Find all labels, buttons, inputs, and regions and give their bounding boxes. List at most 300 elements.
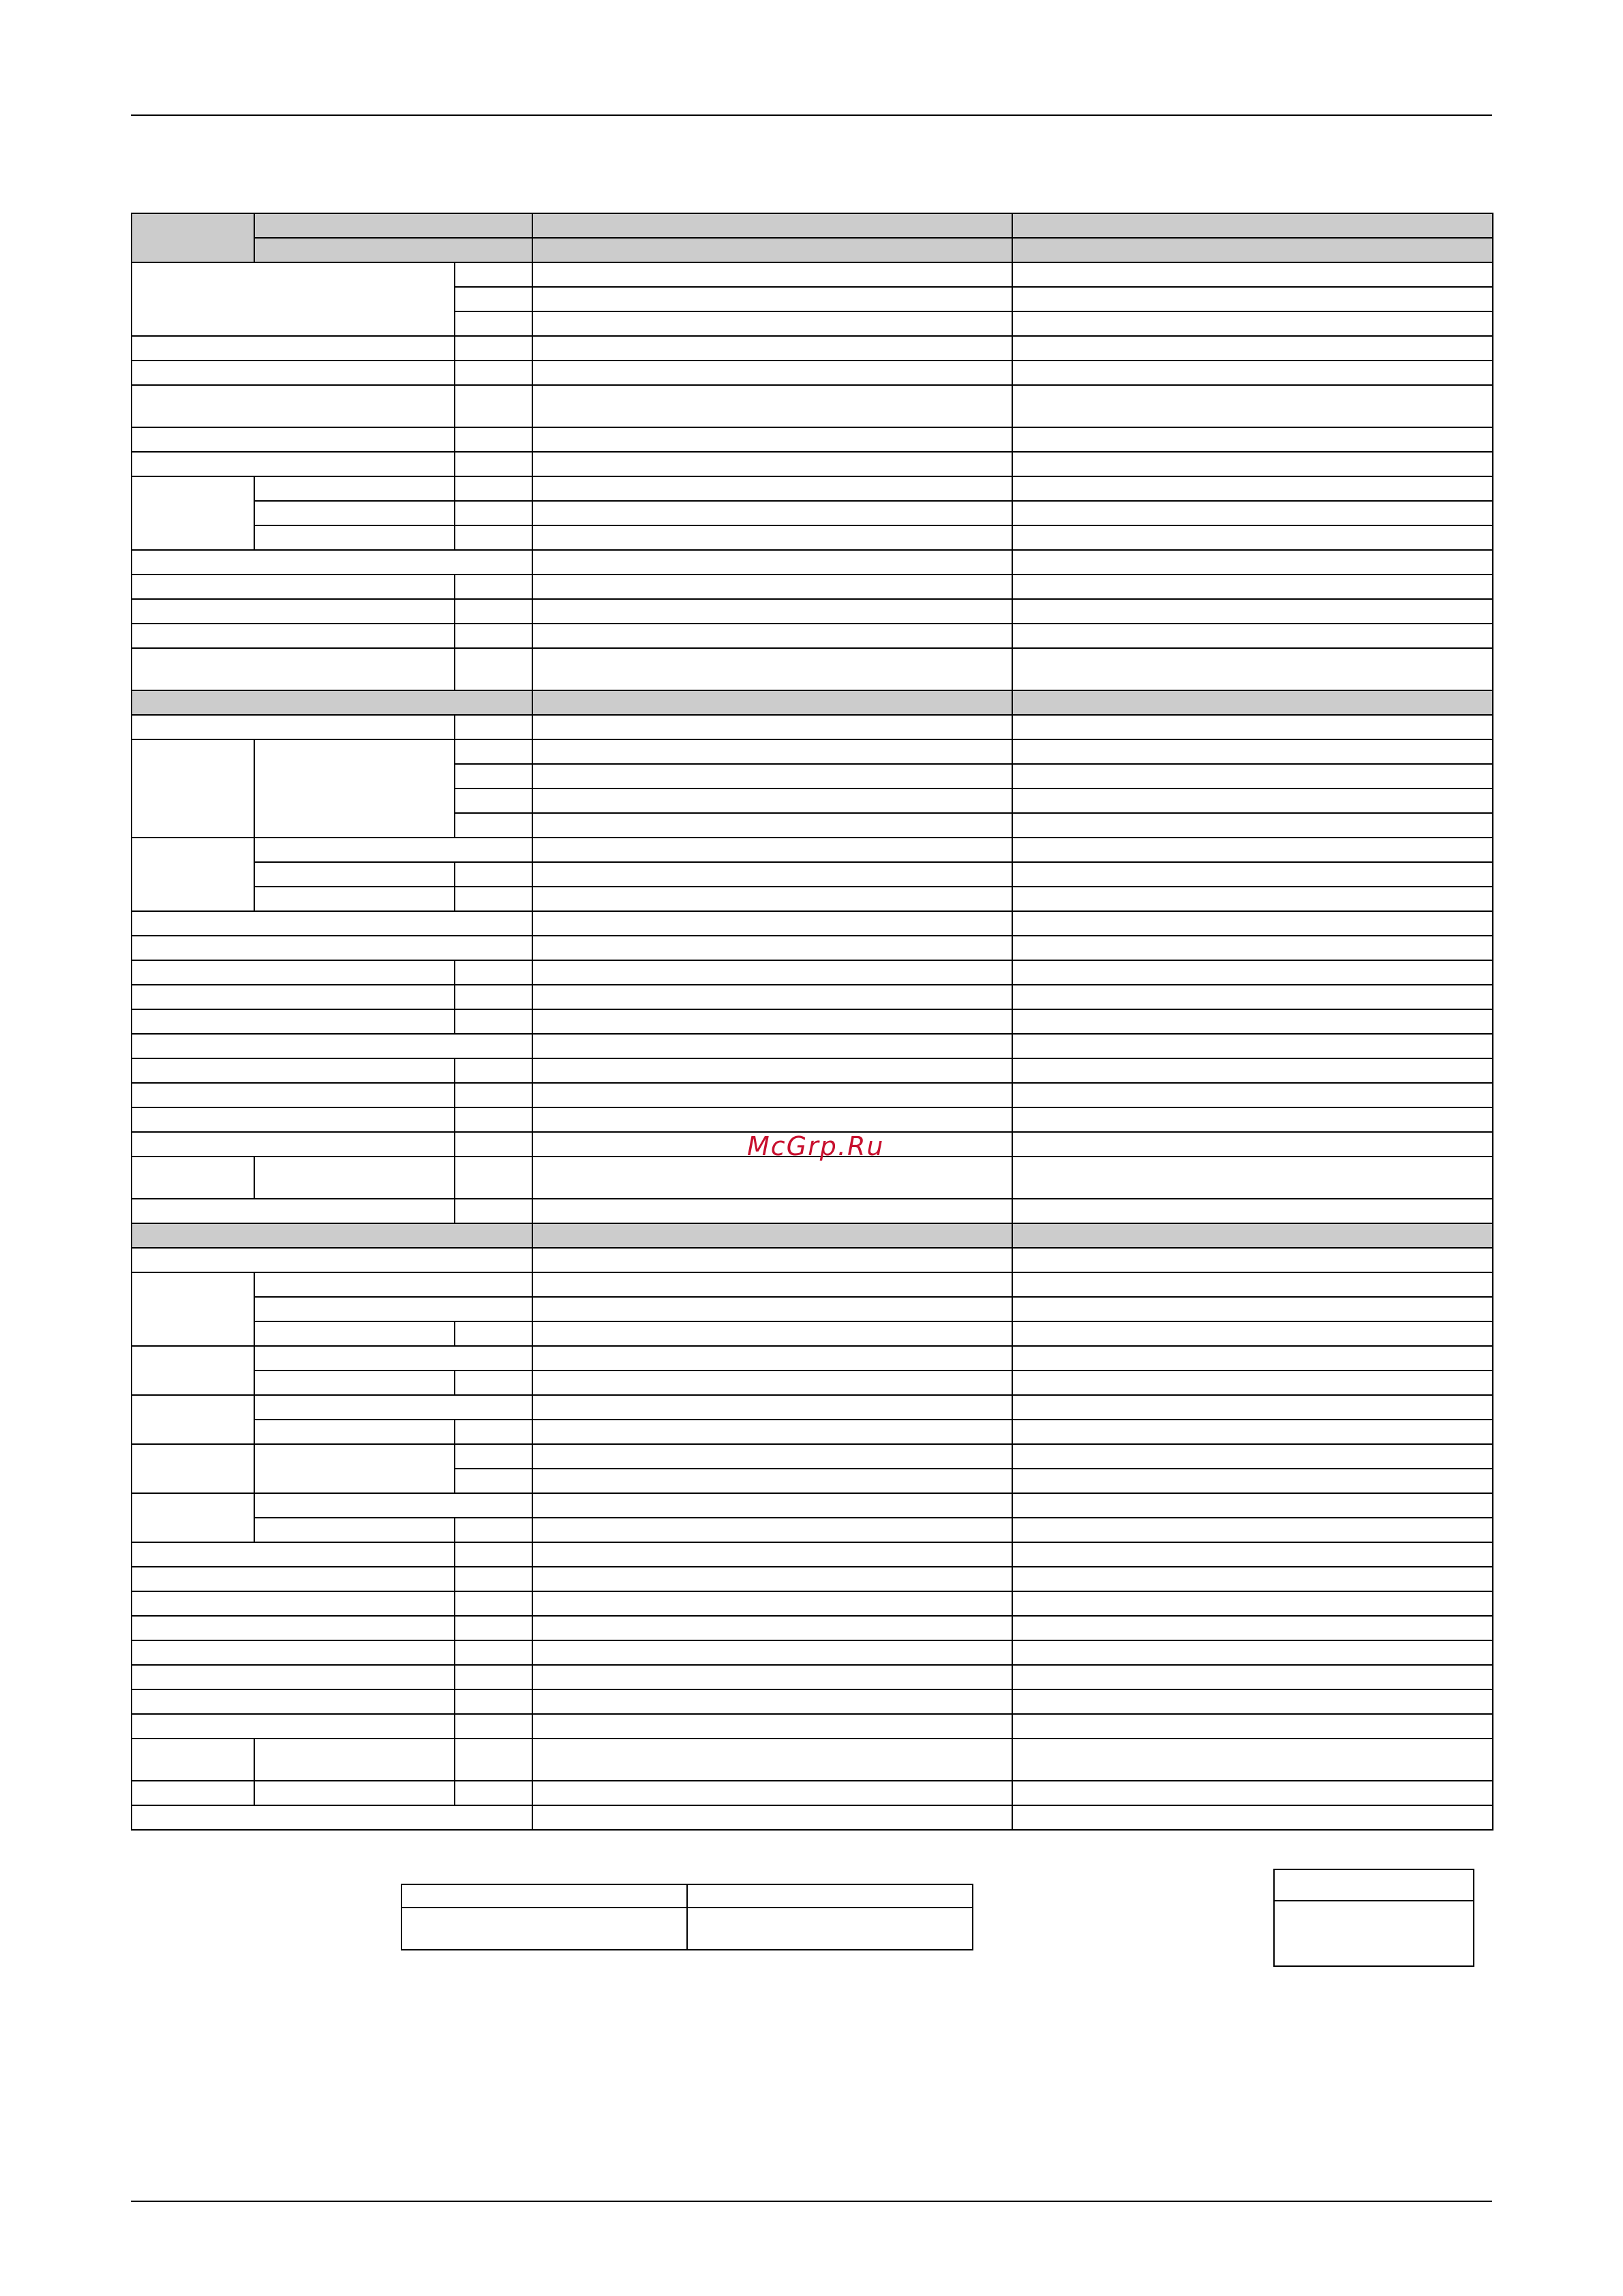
table-cell — [532, 1542, 1012, 1567]
table-cell — [455, 1739, 532, 1781]
table-cell — [132, 1591, 455, 1616]
table-cell — [532, 911, 1012, 936]
table-cell — [455, 262, 532, 287]
table-cell — [532, 501, 1012, 525]
table-row — [1274, 1901, 1474, 1966]
table-cell — [1012, 960, 1493, 985]
table-row — [401, 1908, 973, 1950]
table-cell — [132, 1248, 532, 1272]
table-cell — [455, 1591, 532, 1616]
table-cell — [132, 1567, 455, 1591]
table-cell — [1012, 1616, 1493, 1640]
table-cell — [1012, 1493, 1493, 1518]
table-cell — [532, 887, 1012, 911]
table-cell — [132, 336, 455, 361]
table-cell — [455, 361, 532, 385]
table-cell — [532, 262, 1012, 287]
table-cell — [132, 427, 455, 452]
table-cell — [455, 1542, 532, 1567]
table-cell — [455, 575, 532, 599]
table-cell — [1012, 1567, 1493, 1591]
table-row — [132, 1107, 1493, 1132]
table-cell — [254, 838, 532, 862]
table-cell — [132, 715, 455, 739]
table-cell — [1012, 452, 1493, 476]
table-cell — [132, 1805, 532, 1830]
table-cell — [455, 764, 532, 789]
table-row — [1274, 1869, 1474, 1901]
table-cell — [532, 1493, 1012, 1518]
table-cell — [532, 1591, 1012, 1616]
table-cell — [455, 1321, 532, 1346]
table-cell — [132, 1199, 455, 1223]
table-cell — [132, 985, 455, 1009]
table-row — [132, 385, 1493, 427]
table-row — [132, 862, 1493, 887]
table-header-row — [132, 238, 1493, 262]
table-cell — [132, 1689, 455, 1714]
table-cell — [1274, 1869, 1474, 1901]
table-cell — [455, 1009, 532, 1034]
table-cell — [254, 1395, 532, 1420]
table-cell — [455, 648, 532, 690]
table-row — [132, 452, 1493, 476]
table-cell — [532, 1083, 1012, 1107]
table-cell — [1012, 1591, 1493, 1616]
table-cell — [532, 1107, 1012, 1132]
table-cell — [455, 1157, 532, 1199]
table-cell — [532, 1444, 1012, 1469]
table-cell — [254, 1781, 455, 1805]
table-row — [132, 887, 1493, 911]
table-cell — [687, 1884, 973, 1908]
table-cell — [455, 1083, 532, 1107]
header-cell — [1012, 213, 1493, 238]
table-cell — [1012, 624, 1493, 648]
table-cell — [455, 1420, 532, 1444]
table-cell — [1012, 1714, 1493, 1739]
table-cell — [532, 789, 1012, 813]
table-cell — [532, 1248, 1012, 1272]
table-cell — [1012, 336, 1493, 361]
table-row — [132, 361, 1493, 385]
table-cell — [532, 1371, 1012, 1395]
table-cell — [254, 1297, 532, 1321]
table-cell — [1012, 1420, 1493, 1444]
table-row — [132, 739, 1493, 764]
table-cell — [532, 599, 1012, 624]
table-row — [132, 1567, 1493, 1591]
table-cell — [532, 1420, 1012, 1444]
table-cell — [132, 624, 455, 648]
table-cell — [455, 1518, 532, 1542]
table-cell — [132, 1542, 455, 1567]
table-cell — [1012, 813, 1493, 838]
table-cell — [132, 1781, 254, 1805]
table-cell — [254, 1739, 455, 1781]
table-cell — [1012, 1739, 1493, 1781]
table-row — [132, 936, 1493, 960]
table-cell — [532, 1689, 1012, 1714]
table-cell — [1012, 1157, 1493, 1199]
table-cell — [1012, 887, 1493, 911]
table-cell — [1012, 1199, 1493, 1223]
table-cell — [132, 1616, 455, 1640]
table-row — [132, 1542, 1493, 1567]
table-cell — [1012, 1009, 1493, 1034]
header-cell — [254, 238, 532, 262]
table-row — [132, 1297, 1493, 1321]
table-cell — [532, 648, 1012, 690]
table-cell — [455, 1132, 532, 1157]
specification-table — [131, 213, 1493, 1831]
table-cell — [254, 476, 455, 501]
table-cell — [455, 476, 532, 501]
marking-box — [1273, 1869, 1474, 1967]
table-cell — [132, 648, 455, 690]
table-cell — [532, 1739, 1012, 1781]
table-cell — [455, 813, 532, 838]
table-cell — [455, 287, 532, 311]
table-cell — [254, 1518, 455, 1542]
table-cell — [532, 1223, 1012, 1248]
table-row — [132, 575, 1493, 599]
table-cell — [1012, 1272, 1493, 1297]
table-cell — [254, 1346, 532, 1371]
table-cell — [532, 1199, 1012, 1223]
table-row — [132, 525, 1493, 550]
table-row — [132, 1009, 1493, 1034]
table-cell — [132, 550, 532, 575]
table-row — [132, 1083, 1493, 1107]
table-cell — [132, 1272, 254, 1346]
table-cell — [1012, 911, 1493, 936]
table-cell — [532, 1297, 1012, 1321]
table-cell — [532, 624, 1012, 648]
table-cell — [132, 1157, 254, 1199]
table-cell — [532, 862, 1012, 887]
table-row — [132, 1248, 1493, 1272]
table-cell — [455, 1781, 532, 1805]
table-cell — [1012, 550, 1493, 575]
table-row — [132, 1034, 1493, 1058]
table-cell — [532, 1781, 1012, 1805]
table-cell — [532, 1640, 1012, 1665]
table-cell — [132, 1395, 254, 1444]
table-cell — [532, 1469, 1012, 1493]
table-cell — [1012, 1781, 1493, 1805]
header-cell — [1012, 238, 1493, 262]
table-cell — [132, 1665, 455, 1689]
table-cell — [1012, 838, 1493, 862]
table-row — [132, 911, 1493, 936]
table-cell — [1012, 311, 1493, 336]
table-cell — [1012, 1223, 1493, 1248]
header-cell — [132, 213, 254, 262]
table-row — [132, 648, 1493, 690]
table-cell — [532, 1518, 1012, 1542]
table-cell — [132, 1714, 455, 1739]
table-cell — [132, 1034, 532, 1058]
table-cell — [532, 1058, 1012, 1083]
table-cell — [254, 1321, 455, 1346]
table-cell — [532, 838, 1012, 862]
table-cell — [401, 1908, 687, 1950]
table-cell — [401, 1884, 687, 1908]
table-cell — [132, 1223, 532, 1248]
table-cell — [1012, 936, 1493, 960]
table-cell — [455, 1058, 532, 1083]
table-cell — [132, 1107, 455, 1132]
table-cell — [1012, 1689, 1493, 1714]
table-cell — [532, 985, 1012, 1009]
table-cell — [532, 1157, 1012, 1199]
table-cell — [1012, 287, 1493, 311]
table-cell — [455, 1689, 532, 1714]
table-row — [132, 599, 1493, 624]
table-cell — [1012, 1805, 1493, 1830]
footer-rule — [131, 2201, 1492, 2202]
table-cell — [532, 1805, 1012, 1830]
table-row — [132, 1640, 1493, 1665]
table-cell — [1012, 1248, 1493, 1272]
table-cell — [532, 936, 1012, 960]
table-row — [132, 624, 1493, 648]
footnote-table — [401, 1884, 973, 1950]
table-cell — [1012, 1083, 1493, 1107]
table-cell — [1012, 648, 1493, 690]
table-cell — [1012, 361, 1493, 385]
table-cell — [132, 599, 455, 624]
table-cell — [254, 739, 455, 838]
table-cell — [532, 1665, 1012, 1689]
table-cell — [455, 1444, 532, 1469]
table-row — [132, 838, 1493, 862]
table-row — [132, 1616, 1493, 1640]
watermark: McGrp.Ru — [747, 1131, 885, 1161]
table-cell — [455, 624, 532, 648]
table-cell — [132, 1640, 455, 1665]
table-cell — [532, 476, 1012, 501]
table-cell — [455, 862, 532, 887]
table-cell — [532, 575, 1012, 599]
table-cell — [455, 385, 532, 427]
table-cell — [455, 311, 532, 336]
table-row — [132, 1371, 1493, 1395]
table-cell — [1012, 1346, 1493, 1371]
table-cell — [532, 1272, 1012, 1297]
table-cell — [1012, 1518, 1493, 1542]
table-cell — [455, 985, 532, 1009]
table-cell — [1012, 1132, 1493, 1157]
table-cell — [132, 911, 532, 936]
table-row — [132, 1420, 1493, 1444]
table-cell — [254, 1444, 455, 1493]
table-cell — [455, 452, 532, 476]
table-cell — [132, 476, 254, 550]
table-row — [132, 1591, 1493, 1616]
table-cell — [532, 385, 1012, 427]
table-cell — [1012, 1640, 1493, 1665]
table-cell — [132, 960, 455, 985]
header-cell — [254, 213, 532, 238]
table-cell — [132, 1493, 254, 1542]
table-cell — [687, 1908, 973, 1950]
table-cell — [455, 599, 532, 624]
table-cell — [532, 715, 1012, 739]
table-cell — [1012, 575, 1493, 599]
table-row — [132, 985, 1493, 1009]
table-cell — [1012, 1444, 1493, 1469]
table-row — [132, 1444, 1493, 1469]
table-cell — [254, 1493, 532, 1518]
table-cell — [1012, 789, 1493, 813]
table-cell — [132, 575, 455, 599]
table-cell — [532, 287, 1012, 311]
table-cell — [132, 1739, 254, 1781]
table-cell — [532, 1395, 1012, 1420]
table-cell — [132, 1058, 455, 1083]
table-cell — [1012, 385, 1493, 427]
table-row — [132, 550, 1493, 575]
table-cell — [1012, 1469, 1493, 1493]
table-cell — [455, 1665, 532, 1689]
table-cell — [1274, 1901, 1474, 1966]
table-row — [132, 1199, 1493, 1223]
table-cell — [254, 1420, 455, 1444]
table-cell — [455, 1616, 532, 1640]
table-row — [132, 1665, 1493, 1689]
table-cell — [1012, 262, 1493, 287]
table-cell — [132, 1132, 455, 1157]
table-cell — [532, 764, 1012, 789]
table-cell — [532, 690, 1012, 715]
table-cell — [132, 1009, 455, 1034]
table-row — [132, 501, 1493, 525]
table-cell — [532, 1714, 1012, 1739]
table-cell — [132, 1346, 254, 1395]
table-cell — [532, 1034, 1012, 1058]
table-cell — [1012, 690, 1493, 715]
table-cell — [1012, 1395, 1493, 1420]
section-header-row — [132, 1223, 1493, 1248]
table-cell — [1012, 1034, 1493, 1058]
table-cell — [532, 427, 1012, 452]
table-cell — [1012, 1665, 1493, 1689]
table-cell — [1012, 985, 1493, 1009]
table-cell — [532, 1009, 1012, 1034]
table-cell — [132, 262, 455, 336]
table-cell — [1012, 599, 1493, 624]
table-header-row — [132, 213, 1493, 238]
table-row — [132, 1272, 1493, 1297]
table-cell — [455, 501, 532, 525]
table-cell — [1012, 1371, 1493, 1395]
table-cell — [532, 739, 1012, 764]
table-cell — [455, 789, 532, 813]
table-cell — [1012, 1297, 1493, 1321]
table-cell — [254, 525, 455, 550]
table-row — [401, 1884, 973, 1908]
table-cell — [1012, 501, 1493, 525]
header-cell — [532, 213, 1012, 238]
table-cell — [254, 501, 455, 525]
header-rule — [131, 114, 1492, 116]
table-cell — [254, 887, 455, 911]
table-cell — [1012, 476, 1493, 501]
section-header-row — [132, 690, 1493, 715]
table-cell — [1012, 764, 1493, 789]
table-cell — [254, 1371, 455, 1395]
table-row — [132, 960, 1493, 985]
table-cell — [455, 1371, 532, 1395]
table-cell — [532, 336, 1012, 361]
table-cell — [1012, 715, 1493, 739]
table-cell — [532, 960, 1012, 985]
table-row — [132, 715, 1493, 739]
table-cell — [455, 1107, 532, 1132]
table-cell — [1012, 1542, 1493, 1567]
table-row — [132, 427, 1493, 452]
table-row — [132, 1493, 1493, 1518]
table-cell — [455, 1714, 532, 1739]
table-row — [132, 1518, 1493, 1542]
table-row — [132, 336, 1493, 361]
table-cell — [455, 336, 532, 361]
table-row — [132, 1058, 1493, 1083]
table-cell — [532, 361, 1012, 385]
table-cell — [455, 1199, 532, 1223]
table-cell — [532, 1346, 1012, 1371]
table-row — [132, 262, 1493, 287]
table-cell — [532, 452, 1012, 476]
table-cell — [254, 1157, 455, 1199]
table-cell — [455, 1640, 532, 1665]
table-cell — [132, 1083, 455, 1107]
table-cell — [455, 525, 532, 550]
table-cell — [1012, 525, 1493, 550]
table-cell — [532, 311, 1012, 336]
table-row — [132, 1321, 1493, 1346]
table-cell — [1012, 1107, 1493, 1132]
table-cell — [455, 960, 532, 985]
table-row — [132, 1739, 1493, 1781]
table-cell — [254, 1272, 532, 1297]
table-row — [132, 1157, 1493, 1199]
table-row — [132, 1781, 1493, 1805]
table-cell — [132, 1444, 254, 1493]
table-cell — [132, 690, 532, 715]
table-cell — [455, 427, 532, 452]
table-cell — [455, 887, 532, 911]
table-cell — [132, 361, 455, 385]
table-cell — [1012, 1321, 1493, 1346]
table-cell — [1012, 862, 1493, 887]
table-cell — [1012, 427, 1493, 452]
table-cell — [532, 813, 1012, 838]
table-cell — [532, 1321, 1012, 1346]
table-cell — [532, 1567, 1012, 1591]
table-cell — [455, 1469, 532, 1493]
table-row — [132, 1805, 1493, 1830]
table-cell — [254, 862, 455, 887]
table-row — [132, 476, 1493, 501]
table-cell — [532, 525, 1012, 550]
table-cell — [132, 936, 532, 960]
table-row — [132, 1689, 1493, 1714]
table-cell — [455, 739, 532, 764]
table-cell — [132, 452, 455, 476]
